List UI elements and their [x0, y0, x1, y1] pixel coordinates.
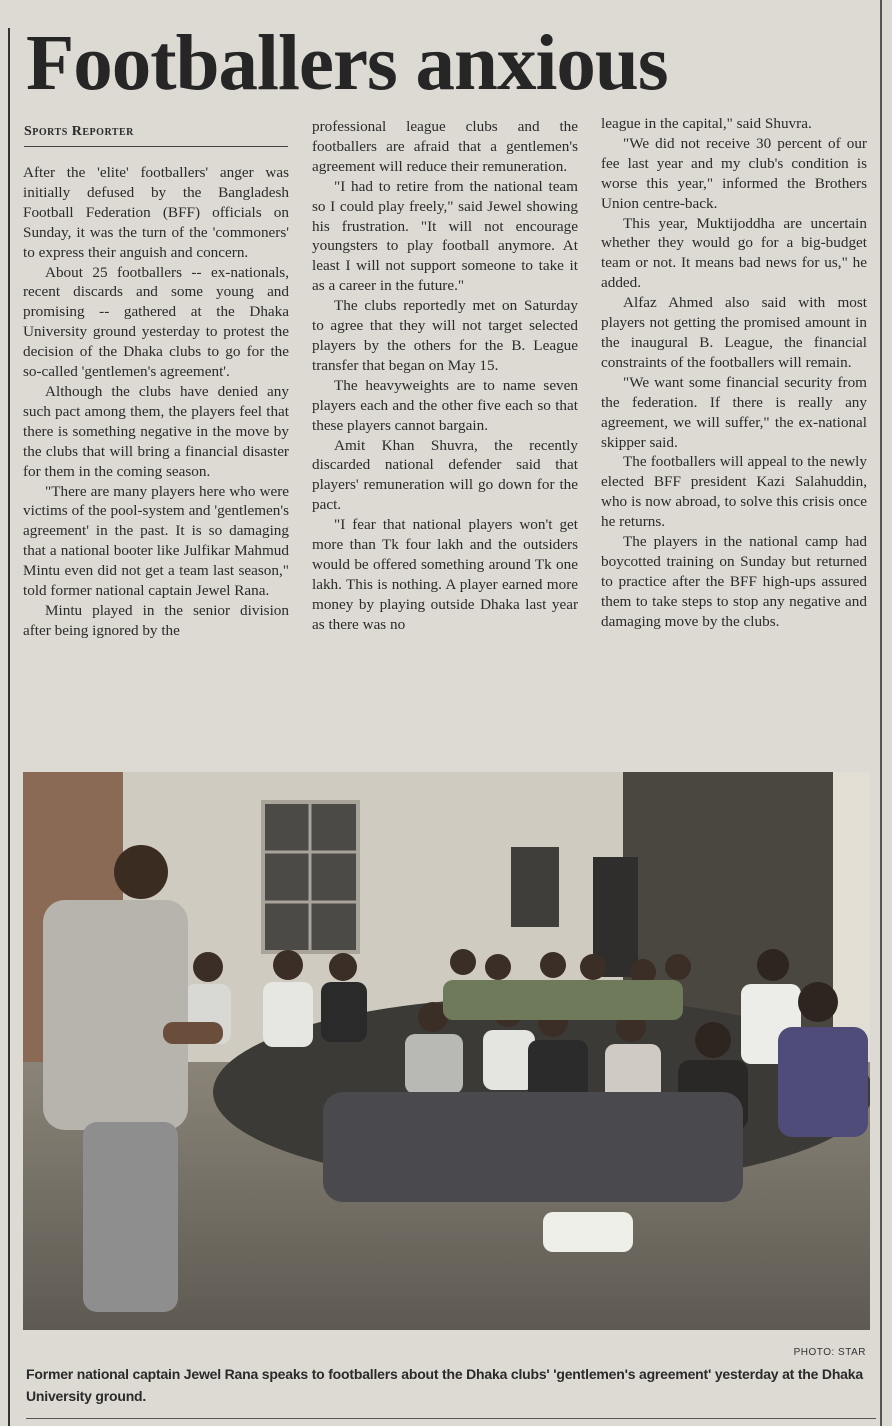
paragraph: The footballers will appeal to the newly elected BFF president Kazi Salahuddin, who is now abroad, to solve this crisis once he returns. [601, 453, 867, 531]
article-column-2 [312, 117, 578, 635]
article-column-1 [23, 163, 289, 641]
right-column-rule [880, 0, 882, 1426]
paragraph: This year, Muktijoddha are uncertain whether they would go for a big-budget team or not. It means bad news for us," he added. [601, 214, 867, 292]
bottom-rule [26, 1418, 876, 1419]
headline: Footballers anxious [26, 20, 668, 107]
photo-credit: PHOTO: STAR [793, 1347, 866, 1358]
paragraph: About 25 footballers -- ex-nationals, recent discards and some young and promising -- gathered at the Dhaka University ground yesterday to protest the decision of the Dhaka clubs to go for the so-called 'gentlemen's agreement'. [23, 263, 289, 381]
paragraph: The heavyweights are to name seven players each and the other five each so that these players cannot bargain. [312, 376, 578, 434]
news-photo [23, 772, 870, 1330]
paragraph: The clubs reportedly met on Saturday to agree that they will not target selected players by the others for the B. League transfer that began on May 15. [312, 297, 578, 374]
photo-caption: Former national captain Jewel Rana speaks to footballers about the Dhaka clubs' 'gentlemen's agreement' yesterday at the Dhaka University ground. [26, 1366, 863, 1404]
photo-illustration [23, 772, 870, 1330]
paragraph: "We did not receive 30 percent of our fee last year and my club's condition is worse this year," informed the Brothers Union centre-back. [601, 134, 867, 212]
paragraph-continued: professional league clubs and the footballers are afraid that a gentlemen's agreement will reduce their remuneration. [312, 118, 578, 175]
paragraph: After the 'elite' footballers' anger was initially defused by the Bangladesh Football Federation (BFF) officials on Sunday, it was the turn of the 'commoners' to express their anguish and concern. [23, 164, 289, 261]
window [511, 847, 559, 927]
paragraph: Although the clubs have denied any such pact among them, the players feel that there is something negative in the move by the clubs that will bring a financial disaster for them in the coming season. [23, 382, 289, 480]
paragraph: "I had to retire from the national team so I could play freely," said Jewel showing his frustration. "It will not encourage youngsters to play football anymore. At least I will not support someone to take it as a career in the future." [312, 177, 578, 295]
paragraph: "I fear that national players won't get more than Tk four lakh and the outsiders would be offered something around Tk one lakh. This is nothing. A player earned more money by playing outside Dhaka last year as there was no [312, 516, 578, 633]
article-column-3 [601, 114, 867, 632]
paragraph: Amit Khan Shuvra, the recently discarded national defender said that players' remuneration will go down for the pact. [312, 436, 578, 514]
left-column-rule [8, 28, 10, 1426]
paragraph: Mintu played in the senior division after being ignored by the [23, 601, 289, 639]
paragraph: The players in the national camp had boycotted training on Sunday but returned to practice after the BFF high-ups assured them to take steps to stop any negative and damaging move by the clubs. [601, 533, 867, 630]
paragraph-continued: league in the capital," said Shuvra. [601, 115, 812, 132]
paragraph: "There are many players here who were victims of the pool-system and 'gentlemen's agreement' in the past. It is so damaging that a national booter like Julfikar Mahmud Mintu even did not get a team last season," told former national captain Jewel Rana. [23, 482, 289, 600]
byline: Sports Reporter [24, 120, 288, 147]
paragraph: "We want some financial security from the federation. If there is really any agreement, we will suffer," the ex-national skipper said. [601, 373, 867, 451]
paragraph: Alfaz Ahmed also said with most players not getting the promised amount in the inaugural B. League, the financial constraints of the footballers will remain. [601, 294, 867, 371]
